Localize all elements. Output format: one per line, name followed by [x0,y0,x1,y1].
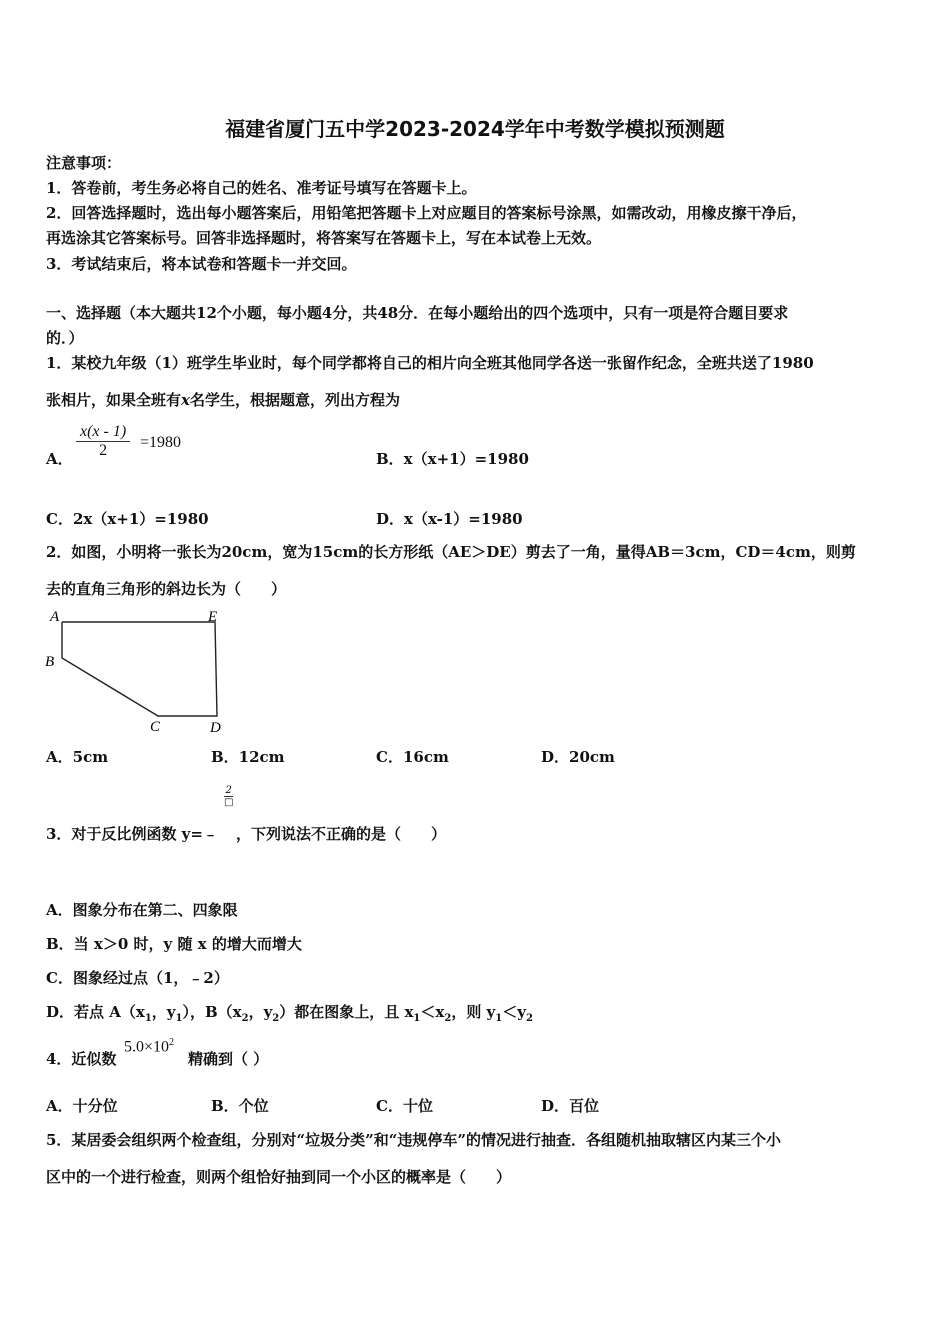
q4-option-a: A．十分位 [46,1097,118,1115]
q1-option-d: D．x（x-1）=1980 [376,510,523,528]
q2-option-d: D．20cm [541,748,615,766]
q1-stem: 1．某校九年级（1）班学生毕业时，每个同学都将自己的相片向全班其他同学各送一张留作纪念，全班共送了1980 [46,354,814,372]
q1-option-a-fraction: $\frac{x(x - 1)}{2}$ [76,423,130,460]
notice-item-2: 2．回答选择题时，选出每小题答案后，用铅笔把答题卡上对应题目的答案标号涂黑，如需改动，用橡皮擦干净后， [46,204,807,222]
q2-option-c: C．16cm [376,748,449,766]
q4-stem-b: 精确到（ ） [188,1050,269,1068]
q1-option-a-rhs: =1980 [140,434,182,451]
q1-option-b: B．x（x+1）=1980 [376,450,529,468]
q3-option-a: A．图象分布在第二、四象限 [46,901,238,919]
q1-option-c: C．2x（x+1）=1980 [46,510,209,528]
q5-stem-cont: 区中的一个进行检查，则两个组恰好抽到同一个小区的概率是（ ） [46,1168,512,1186]
q3-option-c: C．图象经过点（1，﹣2） [46,969,229,987]
q4-option-c: C．十位 [376,1097,433,1115]
q3-fraction: 2 □ [224,785,234,808]
notice-item-3: 3．考试结束后，将本试卷和答题卡一并交回。 [46,255,357,273]
q4-stem-a: 4．近似数 [46,1050,117,1068]
section-heading: 一、选择题（本大题共12个小题，每小题4分，共48分．在每小题给出的四个选项中，只有一项是符合题目要求 [46,304,789,322]
q2-pentagon [62,622,217,716]
q2-label-c: C [150,719,161,735]
q1-option-a-label: A． [46,450,73,468]
q3-option-b: B．当 x＞0 时，y 随 x 的增大而增大 [46,935,302,953]
q3-option-d: D．若点 $A(x_1$，$y_1$），$B(x_2$，$y_2$）都在图象上，且 $x_1<x_2$，则 $y_1<y_2$ [46,1003,533,1024]
q4-option-d: D．百位 [541,1097,600,1115]
q2-stem: 2．如图，小明将一张长为20cm，宽为15cm的长方形纸（AE＞DE）剪去了一角，量得AB＝3cm，CD＝4cm，则剪 [46,543,856,561]
q2-label-b: B [45,654,55,670]
q2-label-d: D [210,720,221,736]
page-title: 福建省厦门五中学2023-2024学年中考数学模拟预测题 [225,117,725,141]
q2-figure [40,604,240,736]
notice-item-1: 1．答卷前，考生务必将自己的姓名、准考证号填写在答题卡上。 [46,179,477,197]
q2-option-a: A．5cm [46,748,109,766]
q4-expression: $5.0\times 10^2$ [124,1037,175,1056]
q1-variable: x [181,391,190,409]
section-heading-cont: 的．） [46,329,84,347]
notice-heading: 注意事项： [46,154,122,172]
q1-stem-cont: 张相片，如果全班有x名学生，根据题意，列出方程为 [46,391,400,409]
q4-option-b: B．个位 [211,1097,269,1115]
q2-option-b: B．12cm [211,748,285,766]
q2-stem-cont: 去的直角三角形的斜边长为（ ） [46,580,287,598]
q3-stem: 3．对于反比例函数 y=﹣ ，下列说法不正确的是（ ） [46,825,446,843]
notice-item-2-cont: 再选涂其它答案标号。回答非选择题时，将答案写在答题卡上，写在本试卷上无效。 [46,229,602,247]
q2-label-a: A [50,609,60,625]
q5-stem: 5．某居委会组织两个检查组，分别对“垃圾分类”和“违规停车”的情况进行抽查．各组随机抽取辖区内某三个小 [46,1131,781,1149]
q2-label-e: E [208,609,218,625]
